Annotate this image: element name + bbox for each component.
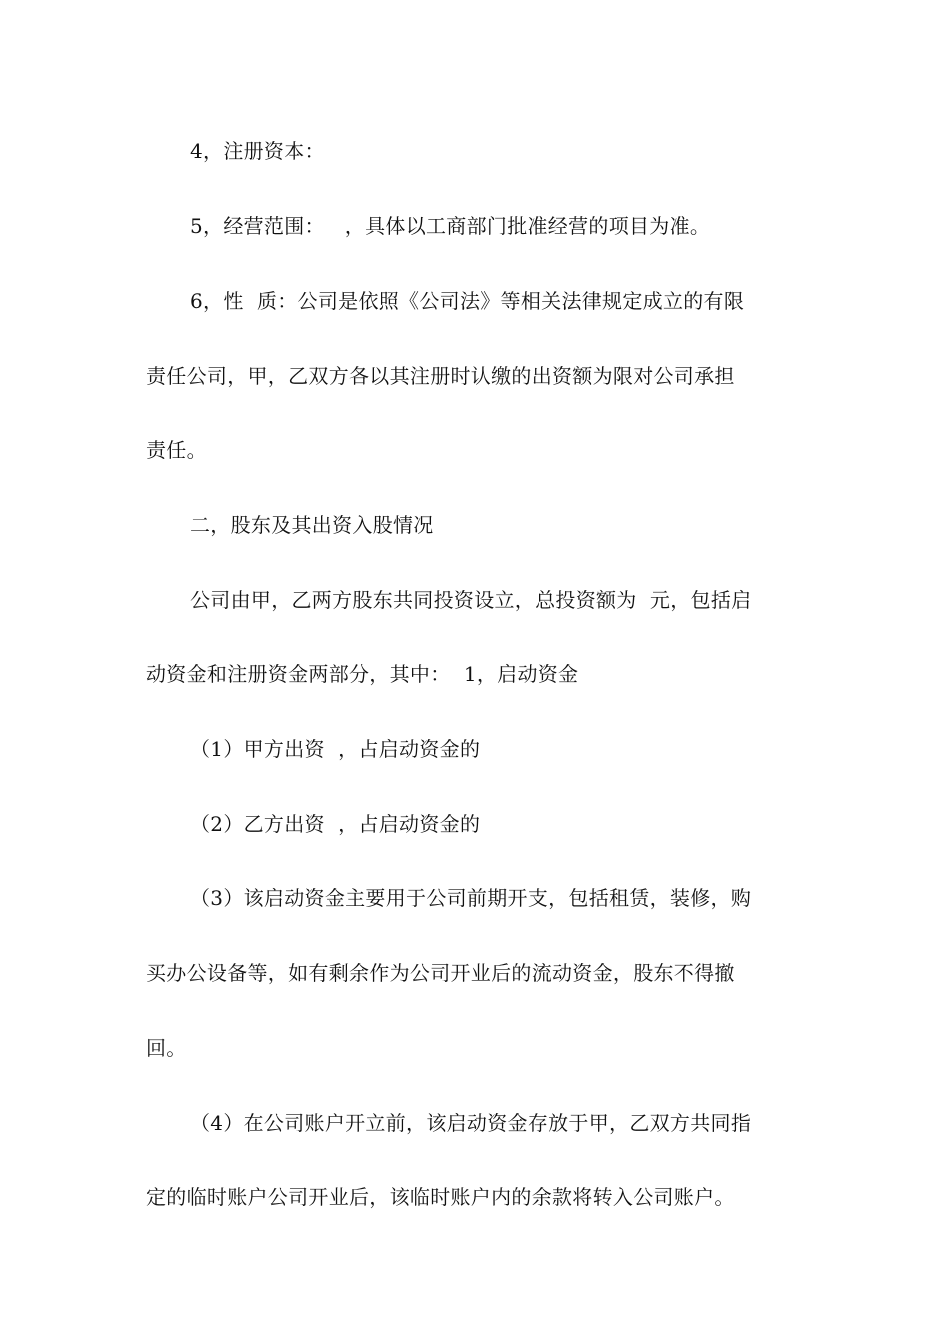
section-heading: 二，股东及其出资入股情况 [190,513,434,537]
paragraph-line: 责任。 [146,438,207,462]
paragraph-line: 4，注册资本： [190,139,325,163]
paragraph-line: 公司由甲，乙两方股东共同投资设立，总投资额为 元，包括启 [190,588,752,612]
paragraph-line: 买办公设备等，如有剩余作为公司开业后的流动资金，股东不得撤 [146,961,735,985]
paragraph-line: 动资金和注册资金两部分，其中： 1，启动资金 [146,662,579,686]
paragraph-line: 6，性 质：公司是依照《公司法》等相关法律规定成立的有限 [190,289,745,313]
list-item: （2）乙方出资 ，占启动资金的 [190,812,481,836]
paragraph-line: 定的临时账户公司开业后，该临时账户内的余款将转入公司账户。 [146,1185,735,1209]
paragraph-line: 责任公司，甲，乙双方各以其注册时认缴的出资额为限对公司承担 [146,364,735,388]
list-item: （1）甲方出资 ，占启动资金的 [190,737,481,761]
paragraph-line: 回。 [146,1036,187,1060]
paragraph-line: 5，经营范围： ，具体以工商部门批准经营的项目为准。 [190,214,711,238]
list-item: （4）在公司账户开立前，该启动资金存放于甲，乙双方共同指 [190,1111,752,1135]
list-item: （3）该启动资金主要用于公司前期开支，包括租赁，装修，购 [190,886,752,910]
